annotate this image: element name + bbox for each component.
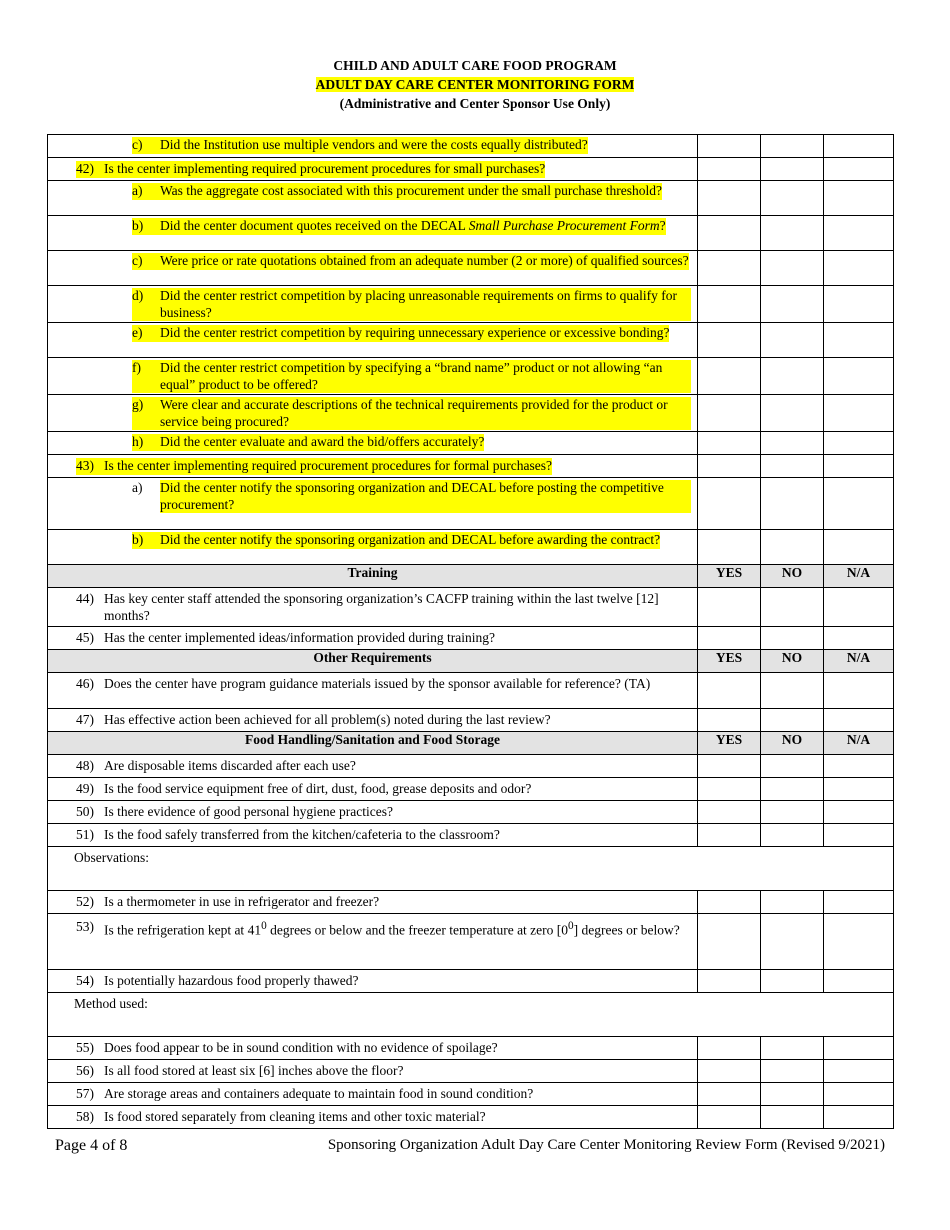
table-row: 49) Is the food service equipment free of dirt, dust, food, grease deposits and odor? <box>48 778 894 801</box>
yes-header: YES <box>698 565 761 588</box>
na-cell[interactable] <box>824 455 894 478</box>
question-text: Is the refrigeration kept at $41^0$ degrees or below and the freezer temperature at zero $[0^0]$ degrees or below? <box>104 920 680 938</box>
na-cell[interactable] <box>824 478 894 530</box>
table-row: 57) Are storage areas and containers adequate to maintain food in sound condition? <box>48 1083 894 1106</box>
question-text: Did the Institution use multiple vendors and were the costs equally distributed? <box>160 137 588 152</box>
na-cell[interactable] <box>824 135 894 158</box>
no-cell[interactable] <box>761 455 824 478</box>
page-number: Page 4 of 8 <box>55 1137 128 1154</box>
table-row: c) Were price or rate quotations obtained from an adequate number (2 or more) of qualified sources? <box>48 251 894 286</box>
section-title: Other Requirements <box>48 650 698 673</box>
table-row: 50) Is there evidence of good personal hygiene practices? <box>48 801 894 824</box>
yes-cell[interactable] <box>698 158 761 181</box>
table-row: a) Was the aggregate cost associated with this procurement under the small purchase threshold? <box>48 181 894 216</box>
footer-title: Sponsoring Organization Adult Day Care Center Monitoring Review Form (Revised 9/2021) <box>327 1137 885 1153</box>
no-cell[interactable] <box>761 1060 824 1083</box>
table-row: 55) Does food appear to be in sound condition with no evidence of spoilage? <box>48 1037 894 1060</box>
section-header-other <box>48 650 894 673</box>
no-cell[interactable] <box>761 891 824 914</box>
method-row <box>48 993 894 1037</box>
yes-header: YES <box>698 650 761 673</box>
table-row: a) Did the center notify the sponsoring organization and DECAL before posting the competitive procurement? <box>48 478 894 530</box>
na-cell[interactable] <box>824 358 894 395</box>
table-row: 56) Is all food stored at least six [6] inches above the floor? <box>48 1060 894 1083</box>
yes-cell[interactable] <box>698 673 761 709</box>
no-cell[interactable] <box>761 181 824 216</box>
question-text: Are disposable items discarded after each use? <box>104 758 356 773</box>
yes-cell[interactable] <box>698 216 761 251</box>
question-text: Is the center implementing required procurement procedures for small purchases? <box>104 161 546 176</box>
na-cell[interactable] <box>824 286 894 323</box>
question-text: Were price or rate quotations obtained from an adequate number (2 or more) of qualified sources? <box>160 253 689 268</box>
table-row: b) Did the center document quotes received on the DECAL Small Purchase Procurement Form? <box>48 216 894 251</box>
section-title: Food Handling/Sanitation and Food Storage <box>48 732 698 755</box>
no-cell[interactable] <box>761 627 824 650</box>
table-row: h) Did the center evaluate and award the bid/offers accurately? <box>48 432 894 455</box>
table-row: b) Did the center notify the sponsoring organization and DECAL before awarding the contract? <box>48 530 894 565</box>
section-title: Training <box>48 565 698 588</box>
table-row: 58) Is food stored separately from cleaning items and other toxic material? <box>48 1106 894 1129</box>
question-text: Is potentially hazardous food properly thawed? <box>104 973 359 988</box>
yes-cell[interactable] <box>698 1106 761 1129</box>
table-row: 46) Does the center have program guidance materials issued by the sponsor available for reference? (TA) <box>48 673 894 709</box>
yes-cell[interactable] <box>698 627 761 650</box>
na-cell[interactable] <box>824 530 894 565</box>
na-cell[interactable] <box>824 216 894 251</box>
form-title: ADULT DAY CARE CENTER MONITORING FORM <box>315 77 635 92</box>
no-cell[interactable] <box>761 358 824 395</box>
yes-header: YES <box>698 732 761 755</box>
na-cell[interactable] <box>824 970 894 993</box>
no-cell[interactable] <box>761 673 824 709</box>
no-cell[interactable] <box>761 778 824 801</box>
na-cell[interactable] <box>824 801 894 824</box>
no-header: NO <box>761 650 824 673</box>
na-cell[interactable] <box>824 251 894 286</box>
yes-cell[interactable] <box>698 891 761 914</box>
na-cell[interactable] <box>824 778 894 801</box>
yes-cell[interactable] <box>698 755 761 778</box>
na-cell[interactable] <box>824 432 894 455</box>
question-text: Is the center implementing required procurement procedures for formal purchases? <box>104 458 552 473</box>
yes-cell[interactable] <box>698 478 761 530</box>
yes-cell[interactable] <box>698 135 761 158</box>
na-cell[interactable] <box>824 158 894 181</box>
na-cell[interactable] <box>824 1060 894 1083</box>
table-row: 42) Is the center implementing required procurement procedures for small purchases? <box>48 158 894 181</box>
section-header-training <box>48 565 894 588</box>
no-cell[interactable] <box>761 755 824 778</box>
no-header: NO <box>761 565 824 588</box>
table-row: 51) Is the food safely transferred from the kitchen/cafeteria to the classroom? <box>48 824 894 847</box>
table-row: d) Did the center restrict competition by placing unreasonable requirements on firms to qualify for business? <box>48 286 894 323</box>
na-cell[interactable] <box>824 1037 894 1060</box>
yes-cell[interactable] <box>698 1037 761 1060</box>
na-cell[interactable] <box>824 891 894 914</box>
question-text: Is food stored separately from cleaning items and other toxic material? <box>104 1109 486 1124</box>
na-cell[interactable] <box>824 824 894 847</box>
question-text: Was the aggregate cost associated with this procurement under the small purchase threshold? <box>160 183 662 198</box>
yes-cell[interactable] <box>698 778 761 801</box>
no-cell[interactable] <box>761 530 824 565</box>
na-cell[interactable] <box>824 1083 894 1106</box>
no-cell[interactable] <box>761 1037 824 1060</box>
no-header: NO <box>761 732 824 755</box>
no-cell[interactable] <box>761 824 824 847</box>
question-text: Has the center implemented ideas/information provided during training? <box>104 630 496 645</box>
yes-cell[interactable] <box>698 1083 761 1106</box>
na-cell[interactable] <box>824 181 894 216</box>
table-row: f) Did the center restrict competition by specifying a “brand name” product or not allowing “an equal” product to be offered? <box>48 358 894 395</box>
no-cell[interactable] <box>761 158 824 181</box>
yes-cell[interactable] <box>698 251 761 286</box>
question-text: Did the center restrict competition by specifying a “brand name” product or not allowing “an equal” product to be offered? <box>160 360 691 393</box>
na-header: N/A <box>824 650 894 673</box>
question-text: Does food appear to be in sound condition with no evidence of spoilage? <box>104 1040 498 1055</box>
yes-cell[interactable] <box>698 181 761 216</box>
question-text: Is the food service equipment free of dirt, dust, food, grease deposits and odor? <box>104 781 532 796</box>
method-label: Method used: <box>74 996 148 1011</box>
no-cell[interactable] <box>761 135 824 158</box>
na-cell[interactable] <box>824 323 894 358</box>
no-cell[interactable] <box>761 323 824 358</box>
question-text: Does the center have program guidance materials issued by the sponsor available for reference? (TA) <box>104 676 651 691</box>
question-text: Did the center notify the sponsoring organization and DECAL before awarding the contract? <box>160 532 661 547</box>
na-cell[interactable] <box>824 395 894 432</box>
yes-cell[interactable] <box>698 395 761 432</box>
no-cell[interactable] <box>761 588 824 627</box>
na-cell[interactable] <box>824 588 894 627</box>
na-cell[interactable] <box>824 755 894 778</box>
observations-label: Observations: <box>74 850 149 865</box>
na-cell[interactable] <box>824 673 894 709</box>
na-header: N/A <box>824 732 894 755</box>
question-text: Did the center document quotes received on the DECAL Small Purchase Procurement Form? <box>160 218 666 233</box>
table-row: 44) Has key center staff attended the sponsoring organization’s CACFP training within the last twelve [12] months? <box>48 588 894 627</box>
no-cell[interactable] <box>761 395 824 432</box>
section-header-food <box>48 732 894 755</box>
no-cell[interactable] <box>761 251 824 286</box>
monitoring-table <box>47 134 894 1129</box>
yes-cell[interactable] <box>698 455 761 478</box>
yes-cell[interactable] <box>698 824 761 847</box>
no-cell[interactable] <box>761 478 824 530</box>
yes-cell[interactable] <box>698 914 761 970</box>
no-cell[interactable] <box>761 286 824 323</box>
yes-cell[interactable] <box>698 358 761 395</box>
question-text: Were clear and accurate descriptions of the technical requirements provided for the product or service being procured? <box>160 397 691 430</box>
table-row: 45) Has the center implemented ideas/information provided during training? <box>48 627 894 650</box>
question-text: Did the center restrict competition by requiring unnecessary experience or excessive bonding? <box>160 325 670 340</box>
table-row: e) Did the center restrict competition by requiring unnecessary experience or excessive bonding? <box>48 323 894 358</box>
question-text: Did the center evaluate and award the bid/offers accurately? <box>160 434 485 449</box>
program-title: CHILD AND ADULT CARE FOOD PROGRAM <box>333 58 617 73</box>
question-text: Did the center restrict competition by placing unreasonable requirements on firms to qualify for business? <box>160 288 691 321</box>
table-row: 47) Has effective action been achieved for all problem(s) noted during the last review? <box>48 709 894 732</box>
question-text: Is the food safely transferred from the kitchen/cafeteria to the classroom? <box>104 827 500 842</box>
observations-row <box>48 847 894 891</box>
table-row: 52) Is a thermometer in use in refrigerator and freezer? <box>48 891 894 914</box>
na-cell[interactable] <box>824 1106 894 1129</box>
yes-cell[interactable] <box>698 286 761 323</box>
na-cell[interactable] <box>824 709 894 732</box>
yes-cell[interactable] <box>698 1060 761 1083</box>
question-text: Has effective action been achieved for all problem(s) noted during the last review? <box>104 712 551 727</box>
question-text: Did the center notify the sponsoring organization and DECAL before posting the competitive procurement? <box>160 480 691 513</box>
yes-cell[interactable] <box>698 588 761 627</box>
yes-cell[interactable] <box>698 970 761 993</box>
question-text: Has key center staff attended the sponsoring organization’s CACFP training within the last twelve [12] months? <box>104 591 659 623</box>
yes-cell[interactable] <box>698 530 761 565</box>
question-text: Are storage areas and containers adequate to maintain food in sound condition? <box>104 1086 534 1101</box>
table-row: g) Were clear and accurate descriptions of the technical requirements provided for the product or service being procured? <box>48 395 894 432</box>
no-cell[interactable] <box>761 970 824 993</box>
no-cell[interactable] <box>761 432 824 455</box>
na-cell[interactable] <box>824 627 894 650</box>
yes-cell[interactable] <box>698 709 761 732</box>
yes-cell[interactable] <box>698 432 761 455</box>
table-row: 53) Is the refrigeration kept at $41^0$ degrees or below and the freezer temperature at zero $[0^0]$ degrees or below? <box>48 914 894 970</box>
table-row: 43) Is the center implementing required procurement procedures for formal purchases? <box>48 455 894 478</box>
question-text: Is all food stored at least six [6] inches above the floor? <box>104 1063 404 1078</box>
yes-cell[interactable] <box>698 323 761 358</box>
yes-cell[interactable] <box>698 801 761 824</box>
no-cell[interactable] <box>761 914 824 970</box>
no-cell[interactable] <box>761 801 824 824</box>
no-cell[interactable] <box>761 1083 824 1106</box>
no-cell[interactable] <box>761 216 824 251</box>
table-row: 48) Are disposable items discarded after each use? <box>48 755 894 778</box>
no-cell[interactable] <box>761 709 824 732</box>
na-header: N/A <box>824 565 894 588</box>
na-cell[interactable] <box>824 914 894 970</box>
question-text: Is there evidence of good personal hygiene practices? <box>104 804 393 819</box>
form-subtitle: (Administrative and Center Sponsor Use Only) <box>339 96 611 111</box>
table-row: c) Did the Institution use multiple vendors and were the costs equally distributed? <box>48 135 894 158</box>
table-row: 54) Is potentially hazardous food properly thawed? <box>48 970 894 993</box>
no-cell[interactable] <box>761 1106 824 1129</box>
form-header <box>0 56 950 113</box>
question-text: Is a thermometer in use in refrigerator and freezer? <box>104 894 380 909</box>
